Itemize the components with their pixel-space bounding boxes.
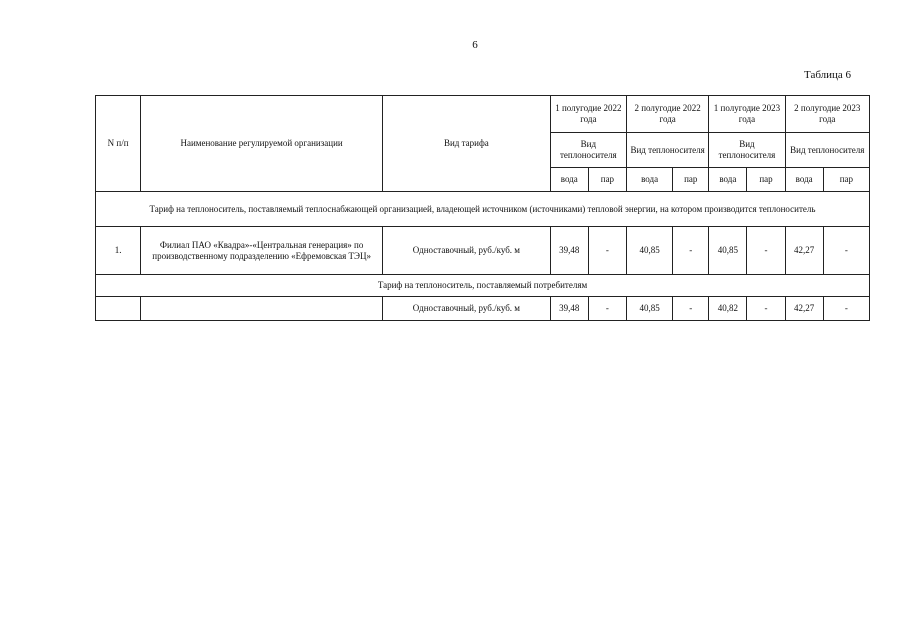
header-water: вода <box>785 168 823 192</box>
header-carrier-type: Вид теплоносителя <box>626 133 708 168</box>
header-carrier-type: Вид теплоносителя <box>709 133 785 168</box>
header-water: вода <box>709 168 747 192</box>
value-cell: - <box>673 297 709 321</box>
table-label: Таблица 6 <box>804 69 852 81</box>
value-cell: 42,27 <box>785 297 823 321</box>
value-cell: - <box>588 297 626 321</box>
organization-name <box>141 297 383 321</box>
page-number: 6 <box>472 39 478 51</box>
value-cell: - <box>673 227 709 275</box>
value-cell: - <box>823 227 869 275</box>
organization-name: Филиал ПАО «Квадра»-«Центральная генерация» по производственному подразделению «Ефремовская ТЭЦ» <box>141 227 383 275</box>
value-cell: 40,85 <box>626 227 672 275</box>
header-water: вода <box>550 168 588 192</box>
value-cell: - <box>747 227 785 275</box>
header-carrier-type: Вид теплоносителя <box>550 133 626 168</box>
header-water: вода <box>626 168 672 192</box>
header-steam: пар <box>673 168 709 192</box>
value-cell: 40,85 <box>709 227 747 275</box>
header-tariff-type: Вид тарифа <box>383 96 551 192</box>
value-cell: 39,48 <box>550 297 588 321</box>
tariff-type: Одноставочный, руб./куб. м <box>383 227 551 275</box>
value-cell: 40,85 <box>626 297 672 321</box>
value-cell: 39,48 <box>550 227 588 275</box>
table-row <box>96 297 870 321</box>
value-cell: 42,27 <box>785 227 823 275</box>
tariff-table <box>95 95 870 321</box>
header-period: 1 полугодие 2023 года <box>709 96 785 133</box>
value-cell: 40,82 <box>709 297 747 321</box>
header-carrier-type: Вид теплоносителя <box>785 133 869 168</box>
header-steam: пар <box>823 168 869 192</box>
tariff-type: Одноставочный, руб./куб. м <box>383 297 551 321</box>
header-organization: Наименование регулируемой организации <box>141 96 383 192</box>
section-row-consumers: Тариф на теплоноситель, поставляемый потребителям <box>96 275 870 297</box>
header-steam: пар <box>747 168 785 192</box>
section-row-producer: Тариф на теплоноситель, поставляемый теплоснабжающей организацией, владеющей источником (источниками) тепловой энергии, на котором производится теплоноситель <box>96 192 870 227</box>
header-steam: пар <box>588 168 626 192</box>
value-cell: - <box>823 297 869 321</box>
header-number: N п/п <box>96 96 141 192</box>
value-cell: - <box>747 297 785 321</box>
header-period: 2 полугодие 2023 года <box>785 96 869 133</box>
row-number <box>96 297 141 321</box>
table-row <box>96 227 870 275</box>
value-cell: - <box>588 227 626 275</box>
row-number: 1. <box>96 227 141 275</box>
header-period: 1 полугодие 2022 года <box>550 96 626 133</box>
header-period: 2 полугодие 2022 года <box>626 96 708 133</box>
